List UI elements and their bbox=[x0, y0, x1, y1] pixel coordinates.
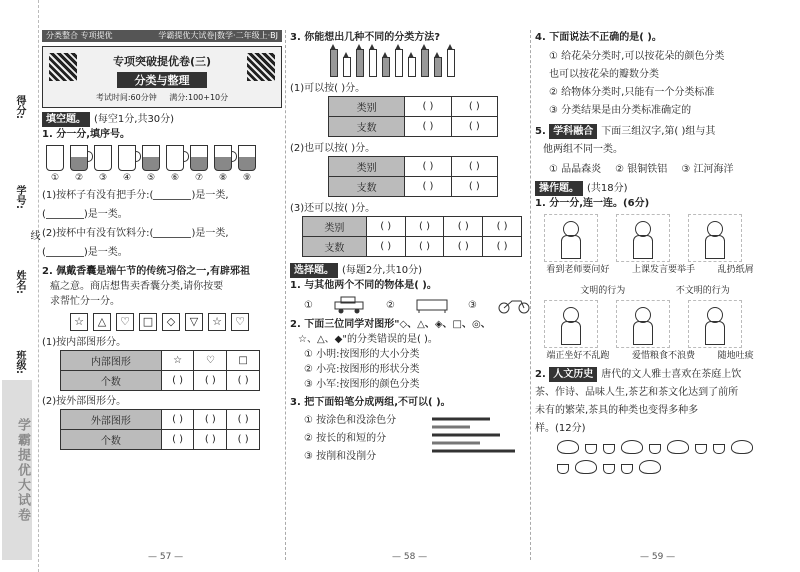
o2-tag: 人文历史 bbox=[549, 367, 597, 382]
pencil-icon bbox=[343, 57, 351, 77]
answer-cell[interactable]: ( ) bbox=[451, 97, 497, 117]
answer-cell[interactable]: ( ) bbox=[194, 410, 227, 430]
sit-properly-picture bbox=[544, 300, 598, 348]
cup-4-icon bbox=[118, 145, 136, 171]
c5-option[interactable]: ③ 江河海洋 bbox=[681, 164, 734, 175]
c4-option-cont: 也可以按花朵的瓣数分类 bbox=[549, 69, 659, 80]
name-label: 姓名: bbox=[14, 270, 25, 294]
behavior-caption: 上课发言要举手 bbox=[631, 265, 695, 275]
pencils-illustration bbox=[330, 49, 530, 77]
page-number-59: — 59 — bbox=[640, 552, 676, 562]
q1-line3-end: )是一类, bbox=[191, 228, 229, 239]
c3-option[interactable]: ② 按长的和短的分 bbox=[304, 433, 387, 444]
table-cell: 个数 bbox=[61, 371, 162, 391]
cup-number: ④ bbox=[122, 173, 132, 183]
c1-options bbox=[304, 296, 530, 314]
q3-table-2 bbox=[328, 156, 498, 197]
c4-option[interactable]: ① 给花朵分类时,可以按花朵的颜色分类 bbox=[549, 51, 725, 62]
answer-cell[interactable]: ( ) bbox=[161, 430, 194, 450]
litter-picture bbox=[688, 214, 742, 262]
q2-line2: 瘟之意。商店想售卖香囊分类,请你按要 bbox=[50, 281, 224, 292]
table-header: 支数 bbox=[329, 177, 405, 197]
behavior-row-1 bbox=[535, 214, 780, 262]
answer-cell[interactable]: ( ) bbox=[194, 430, 227, 450]
o2-line: 唐代的文人雅士喜欢在茶庭上饮 bbox=[601, 369, 742, 380]
answer-blank[interactable] bbox=[153, 227, 191, 238]
cup-number: ② bbox=[74, 173, 84, 183]
cup-number: ⑨ bbox=[242, 173, 252, 183]
o2-line: 未有的繁荣,茶具的种类也变得多种多 bbox=[535, 405, 699, 416]
c4-stem: 4. 下面说法不正确的是( )。 bbox=[535, 32, 662, 43]
cup-2-icon bbox=[70, 145, 88, 171]
class-label: 班级: bbox=[14, 350, 25, 374]
teapot-icon bbox=[621, 440, 643, 454]
answer-cell[interactable]: ( ) bbox=[451, 177, 497, 197]
sachet-shape-icon: ♡ bbox=[116, 313, 134, 331]
exam-score: 满分:100+10分 bbox=[169, 93, 229, 102]
q3-part2: (2)也可以按( )分。 bbox=[290, 143, 376, 154]
section-operation-title: 操作题。 bbox=[535, 181, 583, 196]
q2-line3: 求帮忙分一分。 bbox=[50, 296, 120, 307]
c5-option[interactable]: ② 银铜铁铝 bbox=[615, 164, 668, 175]
title-sub: 分类与整理 bbox=[117, 72, 207, 88]
answer-blank[interactable] bbox=[46, 208, 84, 219]
answer-cell[interactable]: ( ) bbox=[405, 97, 451, 117]
student-id-label: 学号: bbox=[14, 185, 25, 209]
column-divider bbox=[285, 30, 287, 560]
answer-cell[interactable]: ( ) bbox=[405, 217, 444, 237]
q1-line4-end: )是一类。 bbox=[83, 247, 128, 258]
cup-7-icon bbox=[190, 145, 208, 171]
header-series: 学霸提优大试卷|数学·二年级上·BJ bbox=[158, 31, 278, 40]
answer-cell[interactable]: ( ) bbox=[451, 117, 497, 137]
teapot-icon bbox=[575, 460, 597, 474]
o2-line: 茶、作诗、品味人生,茶艺和茶文化达到了前所 bbox=[535, 387, 739, 398]
teacup-icon bbox=[557, 464, 569, 474]
pencil-icon bbox=[330, 49, 338, 77]
c1-option-label[interactable]: ③ bbox=[468, 299, 477, 311]
table-cell: 个数 bbox=[61, 430, 162, 450]
q1-line3: (2)按杯中有没有饮料分:( bbox=[42, 228, 154, 239]
cut-line-label: 线 bbox=[28, 230, 39, 240]
c5-number: 5. bbox=[535, 126, 550, 137]
c1-option-label[interactable]: ① bbox=[304, 299, 313, 311]
q3-part1: (1)可以按( )分。 bbox=[290, 83, 366, 94]
pencil-icon bbox=[421, 49, 429, 77]
pencil-icon bbox=[408, 57, 416, 77]
q3-part3: (3)还可以按( )分。 bbox=[290, 203, 376, 214]
q2-part2: (2)按外部图形分。 bbox=[42, 396, 127, 407]
sachet-shape-icon: ▽ bbox=[185, 313, 203, 331]
section-choice-title: 选择题。 bbox=[290, 263, 338, 278]
column-divider bbox=[530, 30, 532, 560]
table-header: □ bbox=[227, 351, 260, 371]
outer-shape-table bbox=[60, 409, 260, 450]
q3-table-1 bbox=[328, 96, 498, 137]
answer-cell[interactable]: ( ) bbox=[444, 237, 483, 257]
c4-option[interactable]: ③ 分类结果是由分类标准确定的 bbox=[549, 105, 692, 116]
teacup-icon bbox=[649, 444, 661, 454]
title-box bbox=[42, 46, 282, 108]
table-header: 类别 bbox=[329, 97, 405, 117]
cup-8-icon bbox=[214, 145, 232, 171]
table-header: 类别 bbox=[329, 157, 405, 177]
answer-cell[interactable]: ( ) bbox=[227, 430, 260, 450]
page-58-column bbox=[290, 30, 530, 550]
cups-illustration bbox=[46, 145, 282, 171]
section-fill-note: (每空1分,共30分) bbox=[94, 114, 175, 125]
uncivilized-category[interactable]: 不文明的行为 bbox=[675, 286, 730, 296]
c2-stem-1: 2. 下面三位同学对图形"◇、△、◈、□、◎、 bbox=[290, 319, 491, 330]
answer-cell[interactable]: ( ) bbox=[483, 217, 522, 237]
greet-teacher-picture bbox=[544, 214, 598, 262]
answer-cell[interactable]: ( ) bbox=[227, 371, 260, 391]
answer-cell[interactable]: ( ) bbox=[227, 410, 260, 430]
c5-option[interactable]: ① 品晶森炎 bbox=[549, 164, 602, 175]
pencil-icon bbox=[356, 49, 364, 77]
answer-cell[interactable]: ( ) bbox=[405, 237, 444, 257]
teacup-icon bbox=[603, 444, 615, 454]
o2-number: 2. bbox=[535, 369, 550, 380]
cup-5-icon bbox=[142, 145, 160, 171]
cup-6-icon bbox=[166, 145, 184, 171]
cup-number: ⑤ bbox=[146, 173, 156, 183]
pencil-icon bbox=[369, 49, 377, 77]
cup-number: ⑧ bbox=[218, 173, 228, 183]
behavior-caption: 随地吐痰 bbox=[717, 351, 754, 361]
c3-option[interactable]: ① 按涂色和没涂色分 bbox=[304, 415, 397, 426]
table-header: 外部图形 bbox=[61, 410, 162, 430]
teacup-icon bbox=[621, 464, 633, 474]
answer-cell[interactable]: ( ) bbox=[194, 371, 227, 391]
cup-number: ① bbox=[50, 173, 60, 183]
behavior-caption: 端正坐好不乱跑 bbox=[546, 351, 610, 361]
q1-stem: 1. 分一分,填序号。 bbox=[42, 129, 131, 140]
table-header: ☆ bbox=[161, 351, 194, 371]
answer-cell[interactable]: ( ) bbox=[366, 237, 405, 257]
watermark-stamp: 学霸提优大试卷 bbox=[2, 380, 32, 560]
toy-car-icon bbox=[333, 296, 366, 314]
page-number-57: — 57 — bbox=[148, 552, 184, 562]
answer-cell[interactable]: ( ) bbox=[405, 117, 451, 137]
c2-option[interactable]: ① 小明:按图形的大小分类 bbox=[304, 349, 420, 360]
c4-option[interactable]: ② 给物体分类时,只能有一个分类标准 bbox=[549, 87, 715, 98]
teacup-icon bbox=[603, 464, 615, 474]
cup-3-icon bbox=[94, 145, 112, 171]
tea-set-illustration bbox=[557, 440, 767, 474]
sofa-icon bbox=[415, 296, 448, 314]
q1-line2-end: )是一类。 bbox=[83, 209, 128, 220]
sachet-shapes bbox=[70, 313, 282, 331]
page-number-58: — 58 — bbox=[392, 552, 428, 562]
o1-stem: 1. 分一分,连一连。(6分) bbox=[535, 198, 650, 209]
behavior-row-2 bbox=[535, 300, 780, 348]
c2-stem-2: ☆、△、◆"的分类错误的是( )。 bbox=[298, 334, 438, 345]
o2-line: 样。(12分) bbox=[535, 423, 586, 434]
pencil-icon bbox=[447, 49, 455, 77]
pencil-icon bbox=[434, 57, 442, 77]
table-header: 支数 bbox=[329, 117, 405, 137]
teapot-icon bbox=[639, 460, 661, 474]
table-header: 内部图形 bbox=[61, 351, 162, 371]
c3-option[interactable]: ③ 按削和没削分 bbox=[304, 451, 377, 462]
sachet-shape-icon: ☆ bbox=[70, 313, 88, 331]
c3-stem: 3. 把下面铅笔分成两组,不可以( )。 bbox=[290, 397, 451, 408]
c5-options bbox=[535, 160, 780, 175]
inner-shape-table bbox=[60, 350, 260, 391]
c2-option[interactable]: ② 小亮:按图形的形状分类 bbox=[304, 364, 420, 375]
exam-time: 考试时间:60分钟 bbox=[95, 93, 157, 102]
title-main: 专项突破提优卷(三) bbox=[112, 55, 212, 68]
q1-line1-end: )是一类, bbox=[191, 190, 229, 201]
cup-9-icon bbox=[238, 145, 256, 171]
table-header: 支数 bbox=[303, 237, 367, 257]
page-57-column bbox=[42, 30, 282, 550]
cup-number: ⑦ bbox=[194, 173, 204, 183]
page-header bbox=[42, 30, 282, 42]
teapot-icon bbox=[667, 440, 689, 454]
answer-cell[interactable]: ( ) bbox=[405, 157, 451, 177]
q2-line1: 2. 佩戴香囊是端午节的传统习俗之一,有辟邪祖 bbox=[42, 266, 251, 277]
sachet-shape-icon: ♡ bbox=[231, 313, 249, 331]
answer-cell[interactable]: ( ) bbox=[405, 177, 451, 197]
answer-cell[interactable]: ( ) bbox=[161, 410, 194, 430]
motorbike-icon bbox=[497, 296, 530, 314]
sachet-shape-icon: ◇ bbox=[162, 313, 180, 331]
q1-line1: (1)按杯子有没有把手分:( bbox=[42, 190, 154, 201]
answer-cell[interactable]: ( ) bbox=[444, 217, 483, 237]
answer-cell[interactable]: ( ) bbox=[483, 237, 522, 257]
sachet-shape-icon: △ bbox=[93, 313, 111, 331]
qr-code-right-icon[interactable] bbox=[247, 53, 275, 81]
section-operation-note: (共18分) bbox=[587, 183, 628, 194]
cup-number: ③ bbox=[98, 173, 108, 183]
pencil-icon bbox=[395, 49, 403, 77]
civilized-category[interactable]: 文明的行为 bbox=[580, 286, 626, 296]
c5-tag: 学科融合 bbox=[549, 124, 597, 139]
sachet-shape-icon: ☆ bbox=[208, 313, 226, 331]
q3-table-3 bbox=[302, 216, 522, 257]
c2-option[interactable]: ③ 小军:按图形的颜色分类 bbox=[304, 379, 420, 390]
c5-stem-cont: 他两组不同一类。 bbox=[543, 144, 623, 155]
answer-blank[interactable] bbox=[46, 246, 84, 257]
c1-option-label[interactable]: ② bbox=[386, 299, 395, 311]
table-header: 类别 bbox=[303, 217, 367, 237]
lying-pencils-icon bbox=[430, 413, 525, 457]
answer-blank[interactable] bbox=[153, 189, 191, 200]
section-choice-note: (每题2分,共10分) bbox=[342, 265, 423, 276]
save-food-picture bbox=[616, 300, 670, 348]
section-fill-title: 填空题。 bbox=[42, 112, 90, 127]
header-badge: 分类整合 专项提优 bbox=[46, 31, 113, 40]
q1-line4-start: ( bbox=[42, 247, 46, 258]
teacup-icon bbox=[695, 444, 707, 454]
page-59-column bbox=[535, 30, 780, 550]
q2-part1: (1)按内部图形分。 bbox=[42, 337, 127, 348]
teapot-icon bbox=[731, 440, 753, 454]
cup-number: ⑥ bbox=[170, 173, 180, 183]
binding-margin bbox=[0, 0, 39, 572]
score-label: 得分: bbox=[14, 95, 25, 119]
answer-cell[interactable]: ( ) bbox=[161, 371, 194, 391]
cup-1-icon bbox=[46, 145, 64, 171]
behavior-caption: 爱惜粮食不浪费 bbox=[631, 351, 695, 361]
c1-stem: 1. 与其他两个不同的物体是( )。 bbox=[290, 280, 437, 291]
answer-cell[interactable]: ( ) bbox=[366, 217, 405, 237]
sachet-shape-icon: □ bbox=[139, 313, 157, 331]
table-header: ♡ bbox=[194, 351, 227, 371]
pencil-icon bbox=[382, 57, 390, 77]
teacup-icon bbox=[713, 444, 725, 454]
q3-stem: 3. 你能想出几种不同的分类方法? bbox=[290, 32, 441, 43]
behavior-caption: 乱扔纸屑 bbox=[717, 265, 754, 275]
cup-numbers bbox=[46, 173, 282, 183]
teapot-icon bbox=[557, 440, 579, 454]
spit-picture bbox=[688, 300, 742, 348]
raise-hand-picture bbox=[616, 214, 670, 262]
c5-stem: 下面三组汉字,第( )组与其 bbox=[601, 126, 716, 137]
q1-line2-start: ( bbox=[42, 209, 46, 220]
answer-cell[interactable]: ( ) bbox=[451, 157, 497, 177]
qr-code-left-icon[interactable] bbox=[49, 53, 77, 81]
teacup-icon bbox=[585, 444, 597, 454]
behavior-caption: 看到老师要问好 bbox=[546, 265, 610, 275]
